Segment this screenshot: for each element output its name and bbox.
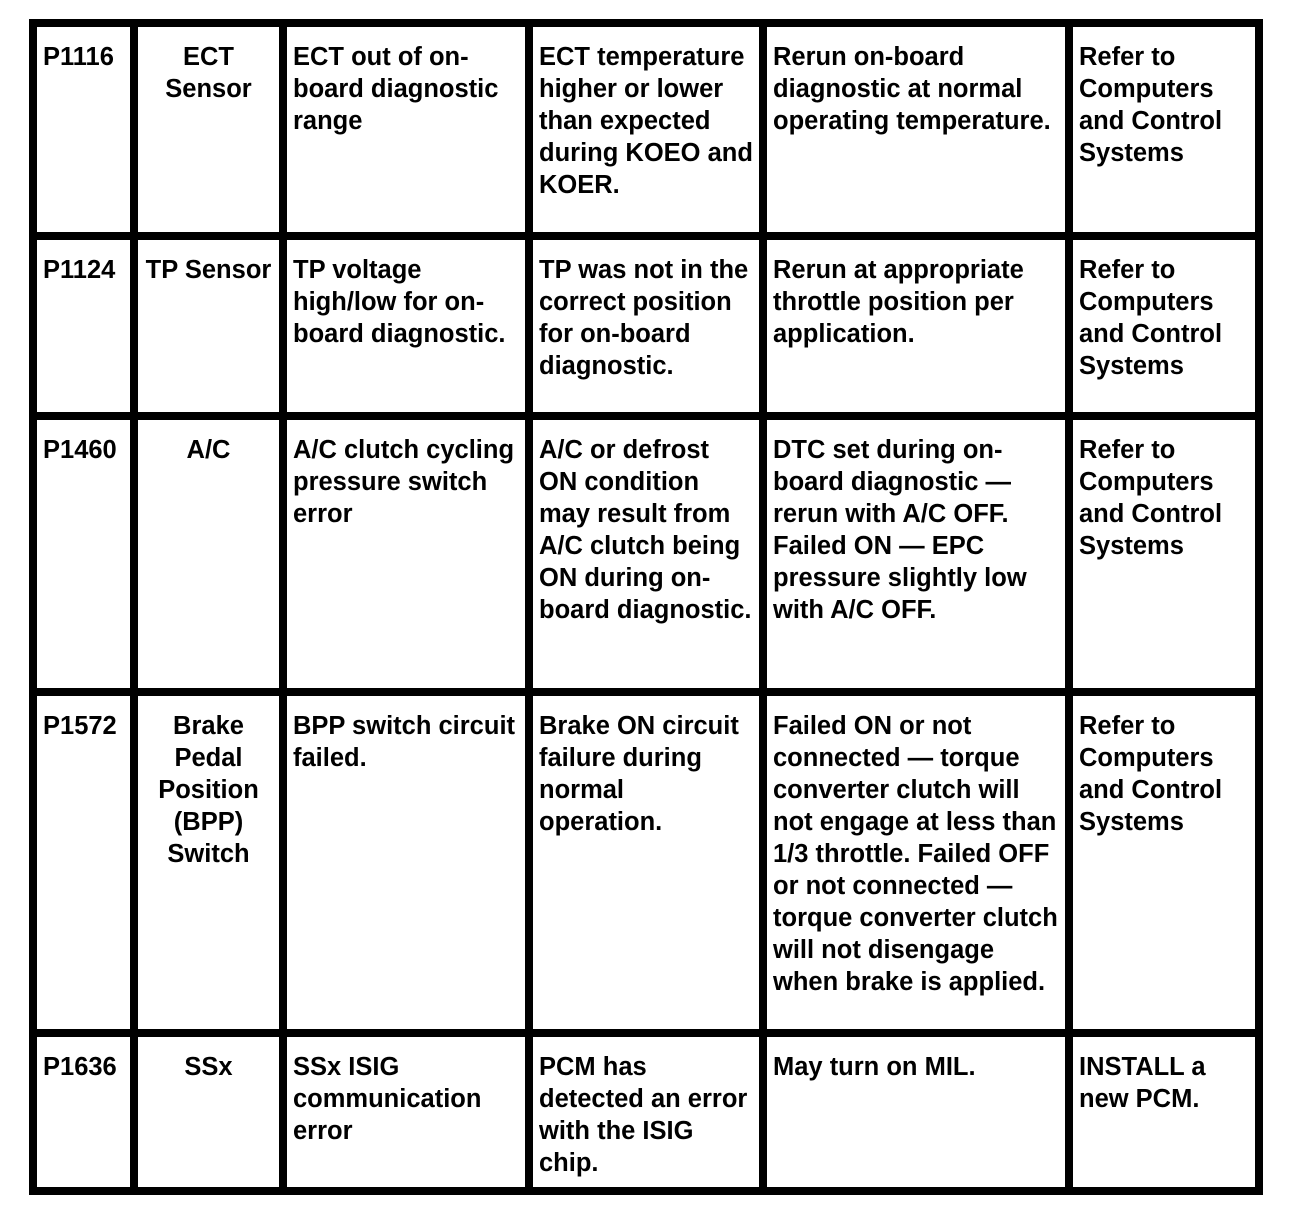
component-cell: ECT Sensor <box>134 23 283 236</box>
table-row <box>33 416 1259 692</box>
dtc-code-cell: P1636 <box>33 1033 134 1191</box>
action-cell: Refer to Computers and Control Systems <box>1069 692 1259 1033</box>
condition-cell: PCM has detected an error with the ISIG chip. <box>529 1033 763 1191</box>
symptom-cell: Rerun on-board diagnostic at normal operating temperature. <box>763 23 1069 236</box>
condition-cell: TP was not in the correct position for on-board diagnostic. <box>529 236 763 416</box>
description-cell: A/C clutch cycling pressure switch error <box>283 416 529 692</box>
dtc-table <box>29 19 1263 1195</box>
condition-cell: Brake ON circuit failure during normal operation. <box>529 692 763 1033</box>
component-cell: A/C <box>134 416 283 692</box>
component-cell: SSx <box>134 1033 283 1191</box>
table-row <box>33 236 1259 416</box>
action-cell: Refer to Computers and Control Systems <box>1069 416 1259 692</box>
description-cell: BPP switch circuit failed. <box>283 692 529 1033</box>
table-row <box>33 23 1259 236</box>
symptom-cell: DTC set during on-board diagnostic — rerun with A/C OFF. Failed ON — EPC pressure slightly low with A/C OFF. <box>763 416 1069 692</box>
symptom-cell: Rerun at appropriate throttle position per application. <box>763 236 1069 416</box>
action-cell: INSTALL a new PCM. <box>1069 1033 1259 1191</box>
action-cell: Refer to Computers and Control Systems <box>1069 236 1259 416</box>
table-row <box>33 692 1259 1033</box>
symptom-cell: May turn on MIL. <box>763 1033 1069 1191</box>
dtc-code-cell: P1124 <box>33 236 134 416</box>
component-cell: TP Sensor <box>134 236 283 416</box>
symptom-cell: Failed ON or not connected — torque converter clutch will not engage at less than 1/3 throttle. Failed OFF or not connected — torque converter clutch will not disengage when brake is applied. <box>763 692 1069 1033</box>
action-cell: Refer to Computers and Control Systems <box>1069 23 1259 236</box>
description-cell: SSx ISIG communication error <box>283 1033 529 1191</box>
description-cell: TP voltage high/low for on-board diagnostic. <box>283 236 529 416</box>
table-row <box>33 1033 1259 1191</box>
dtc-code-cell: P1460 <box>33 416 134 692</box>
dtc-code-cell: P1572 <box>33 692 134 1033</box>
component-cell: Brake Pedal Position (BPP) Switch <box>134 692 283 1033</box>
description-cell: ECT out of on-board diagnostic range <box>283 23 529 236</box>
dtc-code-cell: P1116 <box>33 23 134 236</box>
condition-cell: A/C or defrost ON condition may result from A/C clutch being ON during on-board diagnostic. <box>529 416 763 692</box>
condition-cell: ECT temperature higher or lower than expected during KOEO and KOER. <box>529 23 763 236</box>
